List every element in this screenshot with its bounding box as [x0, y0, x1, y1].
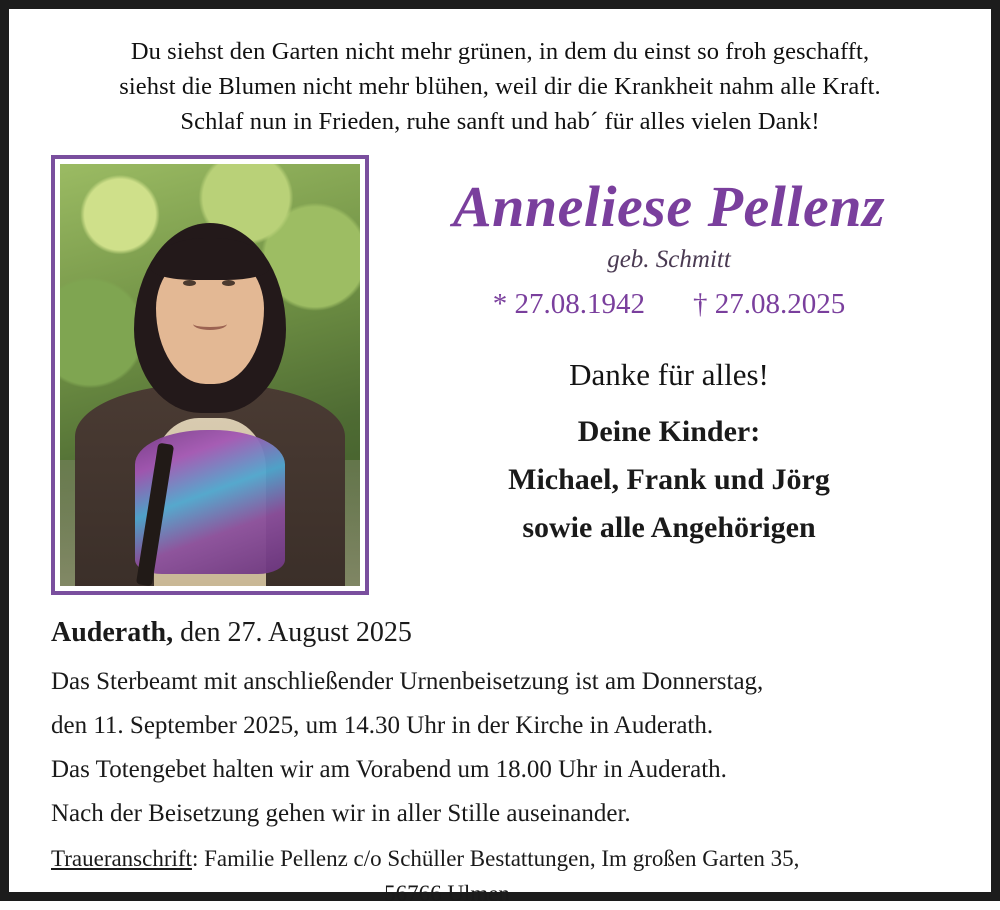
address-line-1: : Familie Pellenz c/o Schüller Bestattungen, Im großen Garten 35, [191, 846, 800, 872]
poem-line-2: siehst die Blumen nicht mehr blühen, weil dir die Krankheit nahm alle Kraft. [119, 72, 881, 100]
address-label: Traueranschrift [51, 846, 192, 872]
place-date: den 27. August 2025 [173, 617, 412, 649]
photo-mouth [193, 318, 227, 330]
detail-line-4: Nach der Beisetzung gehen wir in aller Stille auseinander. [51, 800, 631, 828]
poem-block [37, 35, 963, 139]
detail-line-2: den 11. September 2025, um 14.30 Uhr in der Kirche in Auderath. [51, 712, 714, 740]
poem-line-3: Schlaf nun in Frieden, ruhe sanft und hab´ für alles vielen Dank! [180, 107, 820, 135]
ceremony-details [51, 663, 963, 833]
name-block [369, 155, 963, 545]
deceased-birth-name: geb. Schmitt [607, 246, 731, 274]
obituary-inner [9, 9, 991, 906]
detail-line-1: Das Sterbeamt mit anschließender Urnenbeisetzung ist am Donnerstag, [51, 668, 764, 696]
portrait-photo [60, 164, 360, 586]
birth-date: * 27.08.1942 [492, 288, 645, 321]
poem-line-1: Du siehst den Garten nicht mehr grünen, in dem du einst so froh geschafft, [130, 38, 870, 65]
children-label: Deine Kinder: [577, 415, 761, 449]
place-and-date [51, 617, 963, 649]
detail-line-3: Das Totengebet halten wir am Vorabend um 18.00 Uhr in Auderath. [51, 756, 727, 784]
portrait-and-names [37, 155, 963, 595]
place-name: Auderath, [51, 617, 174, 649]
death-date: † 27.08.2025 [693, 288, 846, 321]
relatives-text: sowie alle Angehörigen [522, 511, 816, 545]
deceased-name: Anneliese Pellenz [452, 174, 886, 240]
life-dates [383, 288, 955, 321]
photo-person [60, 164, 360, 586]
children-names: Michael, Frank und Jörg [508, 463, 830, 497]
mourning-address [51, 843, 963, 909]
portrait-frame [51, 155, 369, 595]
thanks-text: Danke für alles! [569, 357, 769, 393]
address-line-2: 56766 Ulmen [384, 880, 510, 906]
